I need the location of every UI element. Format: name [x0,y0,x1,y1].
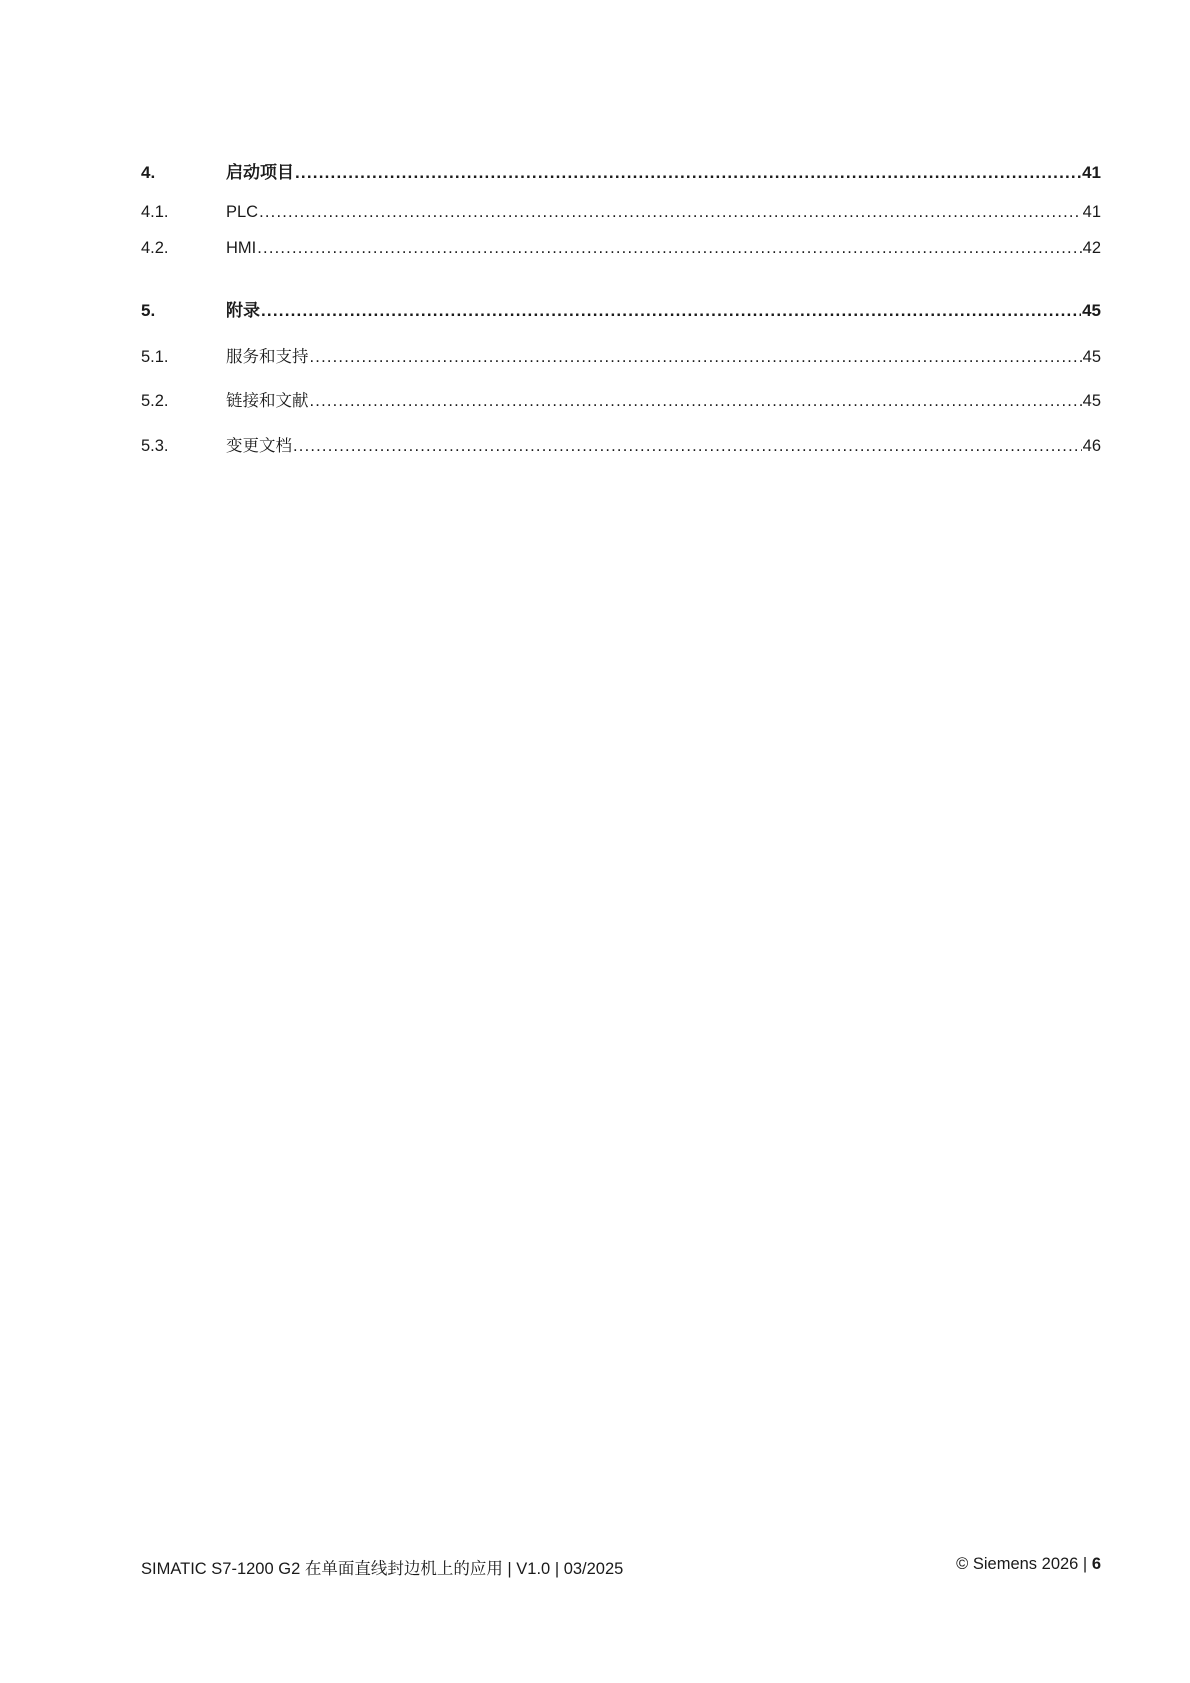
toc-number: 4. [141,163,156,182]
toc-title: 变更文档 [226,437,292,455]
toc-number: 4.1. [141,203,169,221]
footer-copyright [956,1555,1101,1579]
copyright-text: © Siemens 2026 | [956,1555,1092,1573]
dot-leader [293,437,1082,456]
toc-title: 附录 [226,301,260,320]
toc-title: 启动项目 [226,163,294,182]
toc-entry[interactable] [141,387,1101,411]
dot-leader [310,348,1082,367]
toc-number: 5.1. [141,348,169,366]
toc-page: 41 [1082,203,1101,221]
dot-leader [310,392,1082,411]
dot-leader [295,163,1081,183]
toc-entry[interactable] [141,158,1101,182]
toc-entry[interactable] [141,432,1101,456]
toc-entry[interactable] [141,296,1101,320]
toc-page: 46 [1082,437,1101,455]
toc-page: 41 [1082,163,1101,182]
dot-leader [261,301,1081,321]
toc-page: 42 [1082,239,1101,257]
toc-entry[interactable] [141,239,1101,263]
toc-page: 45 [1082,348,1101,366]
toc-page: 45 [1082,301,1101,320]
dot-leader [257,239,1081,258]
toc-number: 5.3. [141,437,169,455]
toc-title: HMI [226,239,257,257]
toc-page: 45 [1082,392,1101,410]
toc-number: 5. [141,301,156,320]
dot-leader [259,203,1082,222]
toc-entry[interactable] [141,203,1101,227]
toc-title: PLC [226,203,259,221]
footer-document-title: SIMATIC S7-1200 G2 在单面直线封边机上的应用 | V1.0 | 03/2025 [141,1560,624,1578]
toc-entry[interactable] [141,343,1101,367]
toc-title: 链接和文献 [226,392,309,410]
toc-number: 5.2. [141,392,169,410]
toc-title: 服务和支持 [226,348,309,366]
page-number: 6 [1091,1555,1101,1573]
toc-number: 4.2. [141,239,169,257]
page-footer [141,1555,1101,1579]
